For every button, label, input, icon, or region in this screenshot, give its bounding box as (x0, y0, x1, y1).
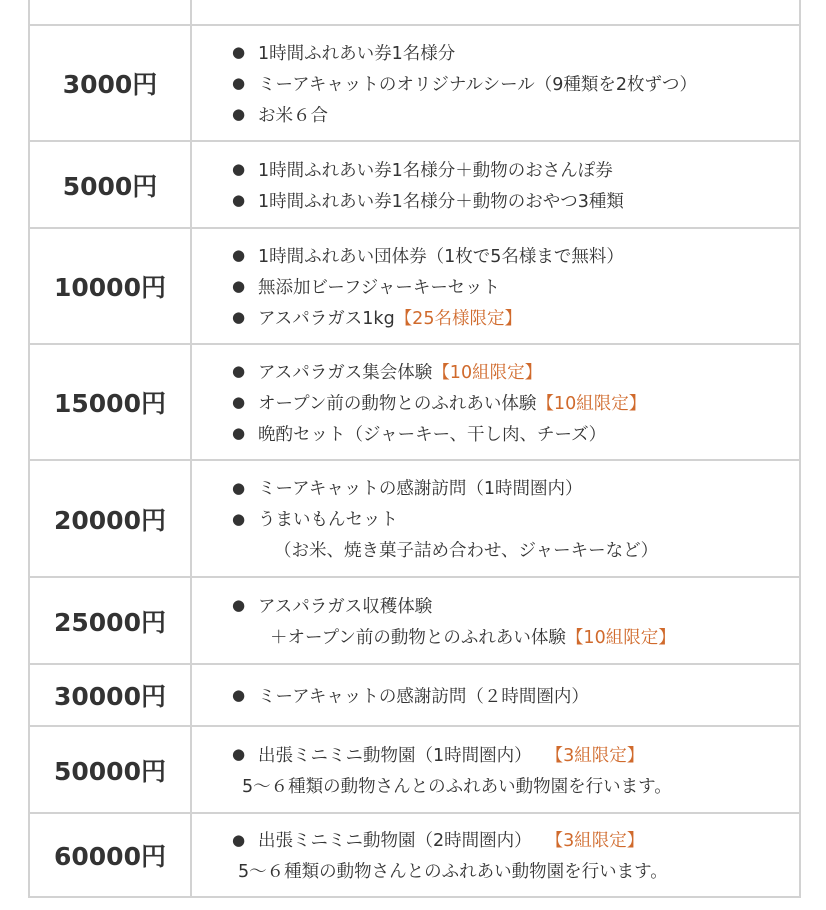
reward-items (191, 460, 800, 577)
reward-item (232, 356, 799, 387)
reward-items (191, 726, 800, 813)
reward-item-text: アスパラガス集会体験 (258, 362, 433, 383)
reward-item-text: ミーアキャットのオリジナルシール（9種類を2枚ずつ） (258, 74, 698, 95)
reward-item-continuation (232, 621, 799, 652)
reward-item-text: オープン前の動物とのふれあい体験 (258, 393, 537, 414)
reward-amount: 60000円 (29, 813, 191, 897)
reward-item-text: 1時間ふれあい券1名様分＋動物のおやつ3種類 (258, 191, 624, 212)
reward-item (232, 739, 799, 770)
reward-item (232, 37, 799, 68)
reward-item-text: 1時間ふれあい券1名様分 (258, 43, 456, 64)
limited-tag: 【25名様限定】 (394, 308, 522, 329)
limited-tag: 【10組限定】 (432, 362, 543, 383)
reward-item (232, 185, 799, 216)
reward-amount (29, 0, 191, 25)
bullet-icon: ● (232, 424, 246, 442)
bullet-icon: ● (232, 246, 246, 264)
reward-item-text: 無添加ビーフジャーキーセット (258, 277, 501, 298)
reward-amount: 5000円 (29, 141, 191, 228)
reward-items (191, 25, 800, 141)
reward-item (232, 271, 799, 302)
bullet-icon: ● (232, 105, 246, 123)
reward-items (191, 344, 800, 460)
bullet-icon: ● (232, 686, 246, 704)
reward-row (29, 344, 800, 460)
bullet-icon: ● (232, 277, 246, 295)
bullet-icon: ● (232, 308, 246, 326)
reward-amount: 30000円 (29, 664, 191, 726)
reward-row (29, 25, 800, 141)
reward-table (28, 0, 801, 898)
reward-item-text: お米６合 (258, 105, 328, 126)
bullet-icon: ● (232, 745, 246, 763)
reward-item-text: 出張ミニミニ動物園（1時間圏内） (258, 745, 532, 766)
bullet-icon: ● (232, 43, 246, 61)
bullet-icon: ● (232, 478, 246, 497)
reward-item-text: うまいもんセット (258, 510, 398, 530)
bullet-icon: ● (232, 830, 246, 849)
reward-row (29, 726, 800, 813)
reward-row (29, 228, 800, 344)
reward-item (232, 680, 799, 711)
reward-item (232, 68, 799, 99)
bullet-icon: ● (232, 509, 246, 528)
reward-item (232, 240, 799, 271)
reward-item-text: 出張ミニミニ動物園（2時間圏内） (258, 831, 532, 851)
reward-item (232, 99, 799, 130)
reward-item-continuation (232, 855, 799, 886)
bullet-icon: ● (232, 160, 246, 178)
reward-item-continuation (232, 770, 799, 801)
reward-row (29, 813, 800, 897)
reward-item-continuation-text: 5～６種類の動物さんとのふれあい動物園を行います。 (238, 862, 668, 882)
reward-amount: 15000円 (29, 344, 191, 460)
reward-item-text: 晩酌セット（ジャーキー、干し肉、チーズ） (258, 424, 607, 445)
reward-item-continuation-text: ＋オープン前の動物とのふれあい体験 (270, 627, 566, 648)
reward-items (191, 141, 800, 228)
reward-amount: 50000円 (29, 726, 191, 813)
limited-tag: 【3組限定】 (545, 745, 645, 766)
reward-items (191, 228, 800, 344)
reward-row (29, 460, 800, 577)
reward-item (232, 590, 799, 621)
reward-row (29, 0, 800, 25)
reward-item-text: アスパラガス1kg (258, 308, 395, 329)
reward-item (232, 824, 799, 855)
reward-row (29, 664, 800, 726)
bullet-icon: ● (232, 596, 246, 614)
reward-items (191, 577, 800, 664)
reward-table-body (29, 0, 800, 897)
reward-item (232, 472, 799, 503)
bullet-icon: ● (232, 362, 246, 380)
reward-amount: 10000円 (29, 228, 191, 344)
reward-items (191, 0, 800, 25)
reward-item-text: 1時間ふれあい団体券（1枚で5名様まで無料） (258, 246, 624, 267)
reward-item-text: ミーアキャットの感謝訪問（２時間圏内） (258, 686, 589, 707)
reward-amount: 25000円 (29, 577, 191, 664)
reward-item-text: アスパラガス収穫体験 (258, 596, 433, 617)
reward-item (232, 503, 799, 534)
bullet-icon: ● (232, 74, 246, 92)
reward-item-continuation-text: 5～６種類の動物さんとのふれあい動物園を行います。 (242, 776, 672, 797)
reward-row (29, 141, 800, 228)
reward-item (232, 418, 799, 449)
reward-amount: 20000円 (29, 460, 191, 577)
bullet-icon: ● (232, 191, 246, 209)
reward-item-continuation (232, 534, 799, 565)
reward-item (232, 302, 799, 333)
reward-item-continuation-text: （お米、焼き菓子詰め合わせ、ジャーキーなど） (274, 541, 659, 561)
limited-tag: 【10組限定】 (536, 393, 647, 414)
reward-items (191, 664, 800, 726)
reward-items (191, 813, 800, 897)
reward-item-text: ミーアキャットの感謝訪問（1時間圏内） (258, 479, 583, 499)
reward-item (232, 154, 799, 185)
reward-row (29, 577, 800, 664)
reward-amount: 3000円 (29, 25, 191, 141)
reward-item (232, 387, 799, 418)
bullet-icon: ● (232, 393, 246, 411)
reward-item-text: 1時間ふれあい券1名様分＋動物のおさんぽ券 (258, 160, 613, 181)
limited-tag: 【3組限定】 (545, 831, 645, 851)
limited-tag: 【10組限定】 (565, 627, 676, 648)
